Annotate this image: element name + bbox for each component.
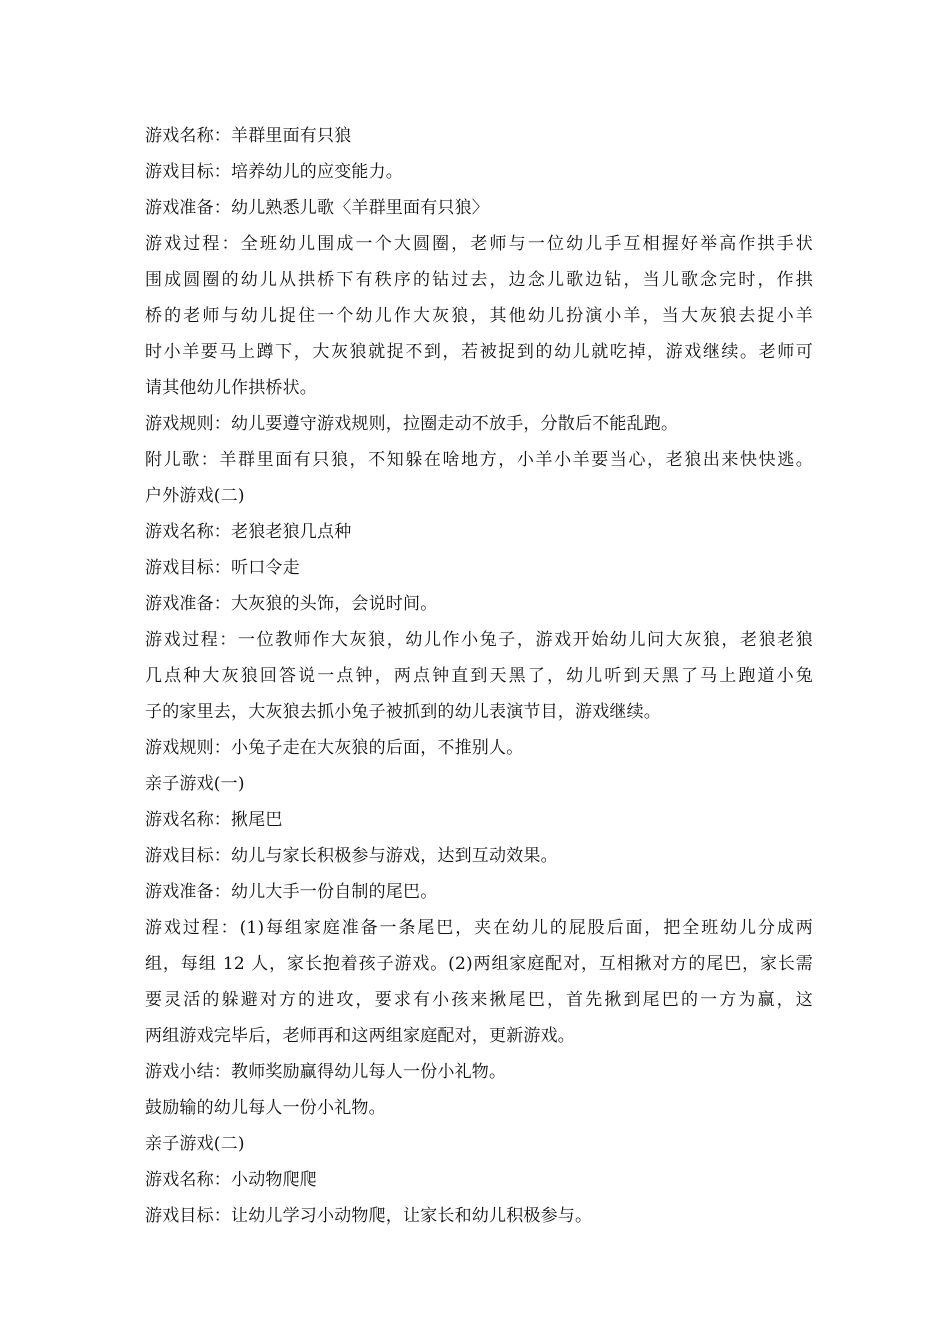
- text-line: 游戏目标：培养幼儿的应变能力。: [145, 162, 403, 182]
- text-line: 游戏规则：小兔子走在大灰狼的后面，不推别人。: [145, 738, 524, 758]
- text-line: 游戏准备：大灰狼的头饰，会说时间。: [145, 594, 438, 614]
- text-line: 游戏目标：让幼儿学习小动物爬，让家长和幼儿积极参与。: [145, 1206, 593, 1226]
- text-line: 请其他幼儿作拱桥状。: [145, 378, 317, 398]
- text-line: 游戏名称：羊群里面有只狼: [145, 126, 352, 146]
- text-line: 游戏准备：幼儿熟悉儿歌〈羊群里面有只狼〉: [145, 198, 489, 218]
- text-line: 附儿歌：羊群里面有只狼，不知躲在啥地方，小羊小羊要当心，老狼出来快快逃。: [145, 450, 813, 470]
- section-heading: 户外游戏(二): [145, 486, 245, 506]
- section-heading: 亲子游戏(一): [145, 774, 245, 794]
- text-line: 子的家里去，大灰狼去抓小兔子被抓到的幼儿表演节目，游戏继续。: [145, 702, 661, 722]
- text-line: 游戏名称：老狼老狼几点种: [145, 522, 352, 542]
- text-line: 几点种大灰狼回答说一点钟，两点钟直到天黑了，幼儿听到天黑了马上跑道小兔: [145, 666, 813, 686]
- text-line: 游戏目标：听口令走: [145, 558, 300, 578]
- document-body: [145, 118, 813, 1234]
- text-line: 要灵活的躲避对方的进攻，要求有小孩来揪尾巴，首先揪到尾巴的一方为赢，这: [145, 990, 813, 1010]
- text-line: 组，每组 12 人，家长抱着孩子游戏。(2)两组家庭配对，互相揪对方的尾巴，家长需: [145, 954, 813, 974]
- text-line: 游戏名称：小动物爬爬: [145, 1170, 317, 1190]
- text-line: 游戏名称：揪尾巴: [145, 810, 283, 830]
- text-line: 桥的老师与幼儿捉住一个幼儿作大灰狼，其他幼儿扮演小羊，当大灰狼去捉小羊: [145, 306, 813, 326]
- text-line: 游戏过程：(1)每组家庭准备一条尾巴，夹在幼儿的屁股后面，把全班幼儿分成两: [145, 918, 813, 938]
- section-heading: 亲子游戏(二): [145, 1134, 245, 1154]
- text-line: 游戏准备：幼儿大手一份自制的尾巴。: [145, 882, 438, 902]
- text-line: 鼓励输的幼儿每人一份小礼物。: [145, 1098, 386, 1118]
- text-line: 游戏小结：教师奖励赢得幼儿每人一份小礼物。: [145, 1062, 507, 1082]
- text-line: 时小羊要马上蹲下，大灰狼就捉不到，若被捉到的幼儿就吃掉，游戏继续。老师可: [145, 342, 813, 362]
- text-line: 游戏过程：一位教师作大灰狼，幼儿作小兔子，游戏开始幼儿问大灰狼，老狼老狼: [145, 630, 813, 650]
- text-line: 游戏目标：幼儿与家长积极参与游戏，达到互动效果。: [145, 846, 558, 866]
- text-line: 游戏过程：全班幼儿围成一个大圆圈，老师与一位幼儿手互相握好举高作拱手状: [145, 234, 813, 254]
- text-line: 游戏规则：幼儿要遵守游戏规则，拉圈走动不放手，分散后不能乱跑。: [145, 414, 679, 434]
- text-line: 两组游戏完毕后，老师再和这两组家庭配对，更新游戏。: [145, 1026, 575, 1046]
- text-line: 围成圆圈的幼儿从拱桥下有秩序的钻过去，边念儿歌边钻，当儿歌念完时，作拱: [145, 270, 813, 290]
